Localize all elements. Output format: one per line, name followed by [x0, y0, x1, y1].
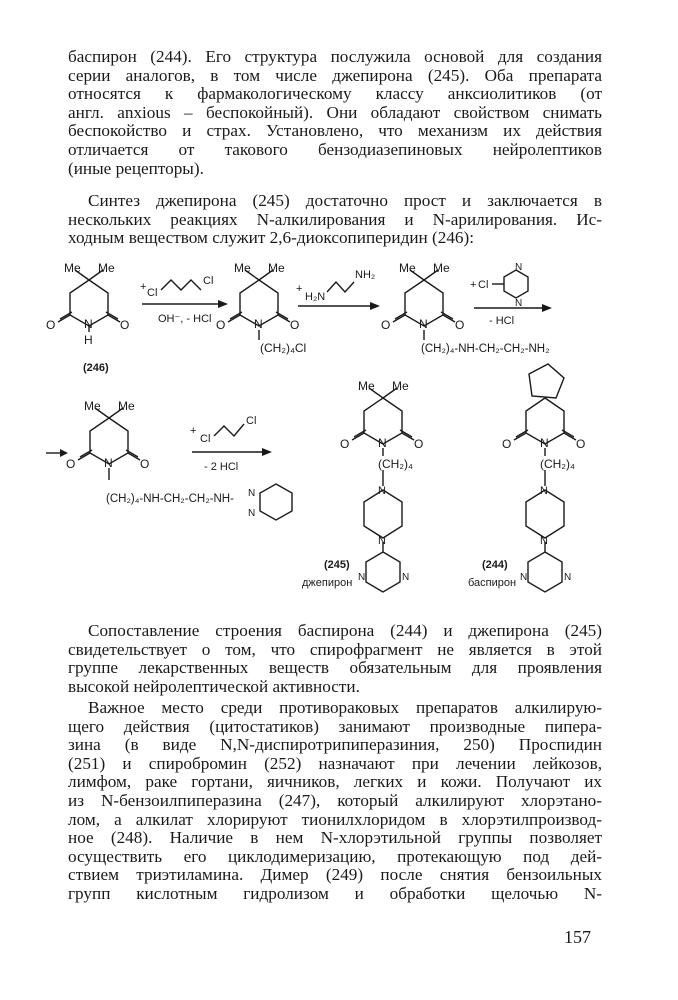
reaction-conditions: - 2 HCl: [204, 461, 239, 473]
text-line: нескольких реакциях N-алкилирования и N-арилирования. Ис-: [68, 209, 602, 229]
nitrogen-label: N: [358, 572, 366, 583]
paragraph-1: [68, 48, 602, 178]
methyl-label: Me: [433, 261, 450, 275]
chain-label: (CH₂)₄: [378, 457, 413, 471]
paragraph-4: [68, 699, 602, 904]
reaction-arrow-1: [140, 275, 228, 325]
chain-label: (CH₂)₄-NH-CH₂-CH₂-NH₂: [421, 343, 550, 355]
methyl-label: Me: [234, 261, 251, 275]
text-line: щего действия (цитостатиков) занимают производные пипера-: [68, 716, 602, 736]
chain-label: (CH₂)₄Cl: [260, 341, 307, 355]
nitrogen-label: N: [520, 572, 528, 583]
text-line: ходным веществом служит 2,6-диоксопиперидин (246):: [68, 228, 475, 248]
methyl-label: Me: [84, 399, 101, 413]
oxygen-label: O: [502, 437, 512, 451]
text-line: Сопоставление строения баспирона (244) и джепирона (245): [88, 621, 602, 640]
text-line: зина (в виде N,N-диспиротрипиперазиния, 250) Проспидин: [68, 735, 602, 755]
oxygen-label: O: [340, 437, 350, 451]
structure-245-gepirone: [302, 379, 423, 592]
text-line: группе лекарственных веществ обязательным для проявления: [68, 658, 602, 678]
nitrogen-label: N: [248, 488, 256, 499]
arrow-head: [60, 449, 68, 457]
reaction-arrow-3: [470, 262, 552, 327]
oxygen-label: O: [381, 318, 391, 332]
reaction-scheme: [40, 248, 640, 610]
nitrogen-label: N: [540, 535, 548, 547]
oxygen-label: O: [216, 318, 226, 332]
oxygen-label: O: [46, 318, 56, 332]
reaction-arrow-4: [190, 415, 272, 473]
chloro-label: Cl: [478, 279, 489, 291]
chloro-label: Cl: [200, 433, 211, 445]
paragraph-3: [68, 622, 602, 696]
chloro-label: Cl: [203, 275, 214, 287]
compound-label-246: (246): [83, 362, 109, 374]
plus-sign: +: [470, 279, 477, 291]
nitrogen-label: N: [419, 317, 428, 331]
amine-label: H₂N: [305, 291, 326, 303]
nitrogen-label: N: [378, 535, 386, 547]
text-line: относятся к фармакологическому классу анксиолитиков (от: [68, 84, 602, 104]
text-line: ное (248). Наличие в нем N-хлорэтильной группы позволяет: [68, 828, 602, 848]
text-line: англ. anxious – беспокойный). Они обладают свойством снимать: [68, 102, 602, 122]
text-line: баспирон (244). Его структура послужила основой для создания: [68, 47, 602, 66]
text-line: беспокойство и страх. Установлено, что механизм их действия: [68, 121, 602, 141]
compound-name-244: баспирон: [468, 577, 517, 589]
reaction-arrow-2: [296, 269, 380, 310]
oxygen-label: O: [290, 318, 300, 332]
text-line: Синтез джепирона (245) достаточно прост и заключается в: [88, 191, 602, 210]
oxygen-label: O: [66, 457, 76, 471]
text-line: ствием триэтиламина. Димер (249) после снятия бензоильных: [68, 865, 602, 885]
arrow-head: [218, 300, 228, 308]
text-line: лом, а алкилат хлорируют тионилхлоридом в хлорэтилпроизвод-: [68, 809, 602, 829]
nitrogen-label: N: [248, 508, 256, 519]
text-line: свидетельствует о том, что спирофрагмент не является в этой: [68, 639, 602, 659]
arrow-head: [262, 448, 272, 456]
methyl-label: Me: [118, 399, 135, 413]
nitrogen-label: N: [402, 572, 410, 583]
reaction-conditions: OH⁻, - HCl: [158, 313, 212, 325]
paragraph-2: [68, 192, 602, 248]
compound-name-245: джепирон: [302, 577, 353, 589]
oxygen-label: O: [455, 318, 465, 332]
chain-label: (CH₂)₄-NH-CH₂-CH₂-NH-: [106, 493, 234, 505]
text-line: из N-бензоилпиперазина (247), который алкилируют хлорэтано-: [68, 790, 602, 810]
text-line: серии аналогов, в том числе джепирона (245). Оба препарата: [68, 65, 602, 85]
methyl-label: Me: [399, 261, 416, 275]
text-line: отличается от такового бензодиазепиновых нейролептиков: [68, 139, 602, 159]
plus-sign: +: [296, 283, 303, 295]
nitrogen-label: N: [378, 485, 386, 497]
reaction-conditions: - HCl: [489, 315, 515, 327]
oxygen-label: O: [576, 437, 586, 451]
nitrogen-label: N: [564, 572, 572, 583]
cyclopentane-ring: [529, 364, 564, 398]
nitrogen-label: N: [515, 262, 523, 273]
chain-label: (CH₂)₄: [540, 457, 575, 471]
structure-244-buspirone: [468, 364, 585, 592]
text-line: Важное место среди противораковых препаратов алкилирую-: [88, 698, 602, 717]
text-line: осуществить его циклодимеризацию, протекающую под дей-: [68, 846, 602, 866]
methyl-label: Me: [268, 261, 285, 275]
nitrogen-label: N: [254, 317, 263, 331]
text-line: (иные рецепторы).: [68, 158, 204, 178]
methyl-label: Me: [358, 379, 375, 393]
text-line: (251) и спиробромин (252) назначают при лечении лейкозов,: [68, 753, 602, 773]
arrow-head: [542, 304, 552, 312]
nitrogen-label: N: [104, 456, 113, 470]
compound-label-245: (245): [324, 559, 350, 571]
oxygen-label: O: [140, 457, 150, 471]
structure-246: [46, 261, 129, 374]
methyl-label: Me: [392, 379, 409, 393]
hydrogen-label: H: [84, 333, 93, 347]
arrow-head: [370, 302, 380, 310]
methyl-label: Me: [64, 261, 81, 275]
page-number: 157: [564, 927, 591, 947]
text-line: лимфом, раке гортани, яичников, легких и кожи. Получают их: [68, 772, 602, 792]
chloro-label: Cl: [246, 415, 257, 427]
nitrogen-label: N: [84, 317, 93, 331]
structure-chlorobutyl-imide: [216, 261, 306, 355]
nitrogen-label: N: [540, 485, 548, 497]
methyl-label: Me: [98, 261, 115, 275]
nitrogen-label: N: [378, 436, 387, 450]
text-line: высокой нейролептической активности.: [68, 676, 360, 696]
chloro-label: Cl: [147, 287, 158, 299]
amine-label: NH₂: [355, 269, 376, 281]
plus-sign: +: [140, 281, 147, 293]
oxygen-label: O: [120, 318, 130, 332]
compound-label-244: (244): [482, 559, 508, 571]
nitrogen-label: N: [515, 298, 523, 309]
text-line: групп кислотным гидролизом и обработки щелочью N-: [68, 883, 602, 903]
oxygen-label: O: [414, 437, 424, 451]
nitrogen-label: N: [540, 436, 549, 450]
plus-sign: +: [190, 425, 197, 437]
